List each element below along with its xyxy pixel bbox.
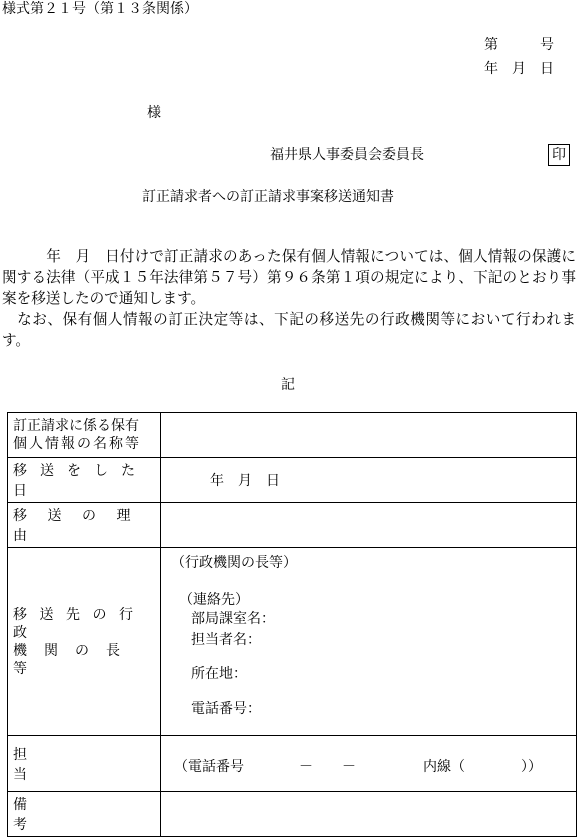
charge-label [8,736,161,792]
info-name-value[interactable] [161,413,577,458]
info-name-label-line-2: 個人情報の名称等 [13,436,141,452]
table-row [8,413,577,458]
table-row [8,548,577,736]
reason-label [8,503,161,548]
destination-details [161,548,576,735]
reason-label-text: 移送の理由 [13,508,151,544]
dest-address: 所在地： [191,666,247,682]
remarks-value[interactable] [161,792,577,837]
info-name-label-line-1: 訂正請求に係る保有 [13,418,139,434]
transfer-date-label-text: 移送をした日 [13,463,148,499]
body-text [2,246,576,351]
body-paragraph-1: 年 月 日付けで訂正請求のあった保有個人情報については、個人情報の保護に関する法律（平成１５年法律第５７号）第９６条第１項の規定により、下記のとおり事案を移送したので通知します。 [2,248,576,307]
transfer-date-text: 年 月 日 [210,473,280,489]
body-paragraph-2: なお、保有個人情報の訂正決定等は、下記の移送先の行政機関等において行われます。 [2,311,576,349]
issuer-name: 福井県人事委員会委員長 [270,147,424,163]
charge-label-chars: 担当 [13,746,137,783]
destination-label-line-2: 機関の長等 [13,642,137,677]
charge-dash-2: － [342,758,356,775]
remarks-label-chars: 備考 [13,797,137,833]
dest-dept: 部局課室名： [191,611,275,627]
transfer-date-value[interactable] [161,458,577,503]
charge-phone-line [161,754,576,774]
transfer-date-label [8,458,161,503]
table-row [8,458,577,503]
ki-heading: 記 [281,377,295,393]
dest-phone: 電話番号： [191,701,261,717]
reason-value[interactable] [161,503,577,548]
dest-contact: （連絡先） [179,592,249,608]
addressee: 様 [147,105,161,121]
info-name-label [8,413,161,458]
dest-person: 担当者名： [191,632,261,648]
charge-extension: 内線（ [423,758,465,775]
document-date: 年 月 日 [484,61,554,77]
charge-phone-open: （電話番号 [174,758,244,775]
destination-label [8,548,161,736]
form-number: 様式第２１号（第１３条関係） [2,1,198,17]
destination-value[interactable] [161,548,577,736]
charge-label-text [13,744,156,784]
transfer-detail-table [7,412,577,837]
table-row [8,792,577,837]
table-row [8,736,577,792]
seal-stamp: 印 [548,144,570,166]
remarks-label [8,792,161,837]
charge-close: ）） [521,758,542,775]
charge-value[interactable] [161,736,577,792]
document-number: 第 号 [484,37,554,53]
dest-head: （行政機関の長等） [171,555,297,571]
document-title: 訂正請求者への訂正請求事案移送通知書 [142,189,394,205]
charge-dash-1: － [299,758,313,775]
destination-label-line-1: 移送先の行政 [13,606,146,641]
table-row [8,503,577,548]
